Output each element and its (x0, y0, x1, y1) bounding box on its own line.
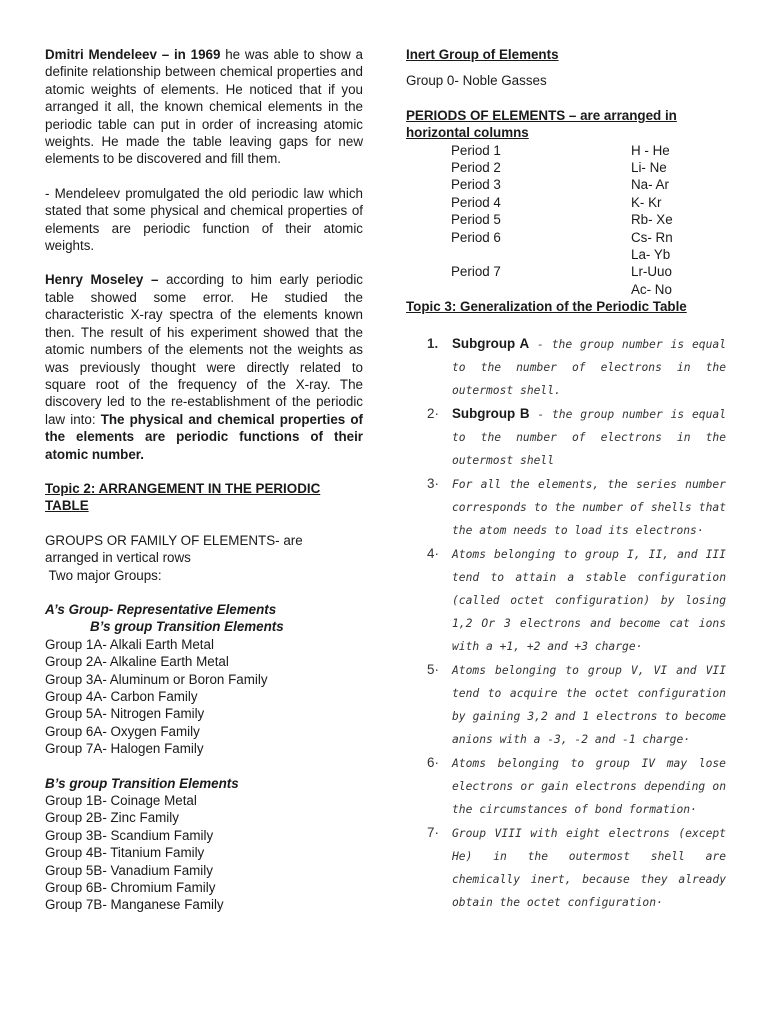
list-item: Group 5B- Vanadium Family (45, 862, 213, 878)
list-item: Group 1A- Alkali Earth Metal (45, 636, 214, 652)
right-column (406, 46, 726, 914)
list-item: 4· Atoms belonging to group I, II, and III tend to attain a stable configuration (called octet configuration) by losing 1,2 Or 3 electrons and become cat ions with a +1, +2 and +3 charge· (427, 545, 726, 653)
list-item: Group 2A- Alkaline Earth Metal (45, 654, 229, 670)
list-item: Group 5A- Nitrogen Family (45, 706, 205, 722)
inert-text: Group 0- Noble Gasses (406, 73, 547, 89)
list-item: 7· Group VIII with eight electrons (except He) in the outermost shell are chemically inert, because they already obtain the octet configuration· (427, 824, 726, 909)
list-item: Group 7A- Halogen Family (45, 741, 204, 757)
list-item: 5· Atoms belonging to group V, VI and VII tend to acquire the octet configuration by gaining 3,2 and 1 electrons to become anions with a -3, -2 and -1 charge· (427, 661, 726, 746)
table-row: Period 3 Na- Ar (451, 177, 669, 193)
table-row: La- Yb (631, 247, 671, 263)
groups-line-3: Two major Groups: (45, 567, 162, 583)
groups-line-1: GROUPS OR FAMILY OF ELEMENTS- are (45, 532, 303, 548)
list-item: 6· Atoms belonging to group IV may lose electrons or gain electrons depending on the circumstances of bond formation· (427, 754, 726, 816)
list-item: Group 6B- Chromium Family (45, 880, 216, 896)
topic2-heading: Topic 2: ARRANGEMENT IN THE PERIODIC TABLE (45, 480, 321, 514)
moseley-heading: Henry Moseley – (45, 272, 159, 288)
a-group-heading: A’s Group- Representative Elements (45, 601, 277, 617)
groups-line-2: arranged in vertical rows (45, 550, 191, 566)
list-item: Group 3B- Scandium Family (45, 827, 214, 843)
moseley-law: The physical and chemical properties of the elements are periodic functions of their atomic number. (45, 411, 364, 462)
table-row: Period 4 K- Kr (451, 194, 662, 210)
list-item: Group 3A- Aluminum or Boron Family (45, 671, 268, 687)
list-item: Group 2B- Zinc Family (45, 810, 179, 826)
mendeleev-text: he was able to show a definite relationship between chemical properties and atomic weights of elements. He noticed that if you arranged it all, the known chemical elements in the periodic table can put in order of increasing atomic weights. He made the table leaving gaps for new elements to be discovered and fill them. (45, 47, 363, 167)
list-item: 1. Subgroup A - the group number is equal to the number of electrons in the outermost shell. (427, 335, 726, 397)
left-column (45, 46, 363, 914)
list-item: Group 4B- Titanium Family (45, 845, 205, 861)
table-row: Period 1 H - He (451, 142, 670, 158)
table-row: Period 6 Cs- Rn (451, 229, 673, 245)
table-row: Period 5 Rb- Xe (451, 212, 673, 228)
list-item: Group 4A- Carbon Family (45, 689, 198, 704)
periods-heading: PERIODS OF ELEMENTS – are arranged in horizontal columns (406, 107, 677, 141)
b-group-subheading: B’s group Transition Elements (90, 619, 284, 635)
mendeleev-heading: Dmitri Mendeleev – in 1969 (45, 47, 221, 62)
moseley-paragraph (45, 271, 363, 462)
mendeleev-law: - Mendeleev promulgated the old periodic law which stated that some physical and chemical properties of elements are periodic function of their atomic weights. (45, 185, 363, 254)
list-item: Group 6A- Oxygen Family (45, 723, 200, 739)
generalization-list (406, 332, 726, 914)
table-row: Period 2 Li- Ne (451, 160, 667, 176)
table-row: Period 7 Lr-Uuo (451, 264, 672, 280)
table-row: Ac- No (631, 281, 672, 297)
periods-table (406, 142, 726, 299)
list-item: Group 1B- Coinage Metal (45, 793, 197, 809)
b-group-heading: B’s group Transition Elements (45, 775, 239, 791)
mendeleev-paragraph (45, 46, 363, 168)
b-group-list (45, 792, 363, 914)
moseley-text: according to him early periodic table showed some error. He studied the characteristic X-ray spectra of the elements known then. The result of his experiment showed that the atomic numbers of the elements not the weights as was previously thought were directly related to square root of the frequency of the X-ray. The discovery led to the re-establishment of the periodic law into: (45, 272, 364, 427)
list-item: 3· For all the elements, the series number corresponds to the number of shells that the atom needs to load its electrons· (427, 475, 726, 537)
list-item: 2· Subgroup B - the group number is equal to the number of electrons in the outermost shell (427, 405, 726, 467)
a-group-list (45, 636, 363, 758)
list-item: Group 7B- Manganese Family (45, 897, 224, 913)
topic3-heading: Topic 3: Generalization of the Periodic Table (406, 299, 687, 315)
inert-heading: Inert Group of Elements (406, 47, 559, 62)
